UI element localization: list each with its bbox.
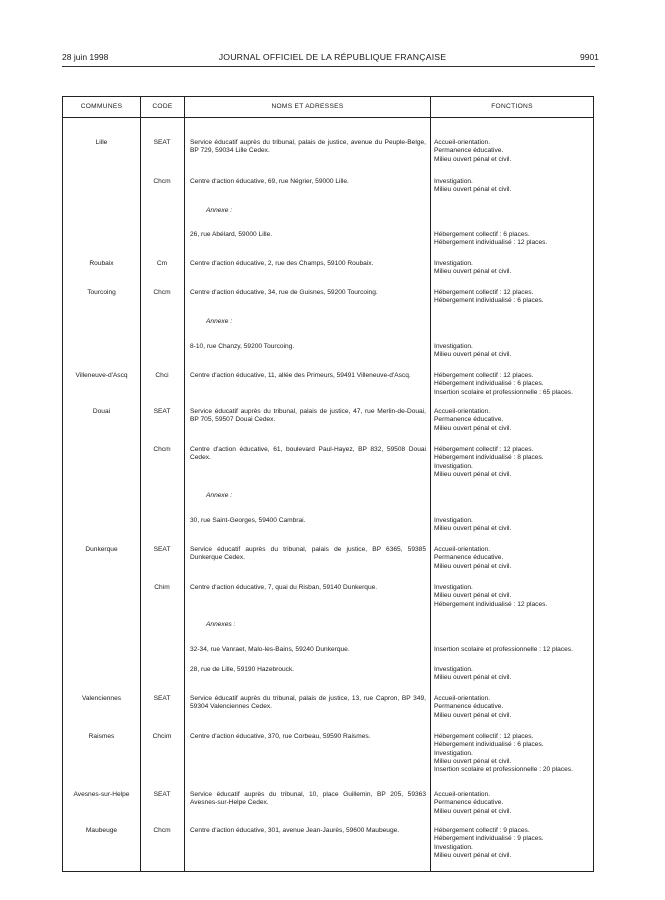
fonction-item: Investigation.: [434, 178, 473, 185]
code-cell: SEAT: [153, 791, 171, 798]
fonction-item: Hébergement collectif : 12 places.: [434, 289, 534, 296]
fonction-item: Investigation.: [434, 843, 473, 851]
page-number: 9901: [580, 52, 599, 62]
address-cell: Centre d'action éducative, 34, rue de Guisnes, 59200 Tourcoing.: [190, 289, 378, 296]
address-cell: Centre d'action éducative, 69, rue Négrier, 59000 Lille.: [190, 178, 349, 185]
code-cell: Chcm: [153, 446, 171, 453]
table-header: [63, 97, 593, 118]
column-header-communes: COMMUNES: [80, 103, 123, 110]
fonction-item: Milieu ouvert pénal et civil.: [434, 268, 512, 276]
fonction-item: Hébergement collectif : 12 places.: [434, 446, 534, 453]
commune-cell: Raismes: [88, 733, 115, 740]
fonction-item: Hébergement individualisé : 6 places.: [434, 741, 544, 749]
fonction-item: Hébergement collectif : 12 places.: [434, 372, 534, 379]
journal-title: JOURNAL OFFICIEL DE LA RÉPUBLIQUE FRANÇAISE: [218, 52, 447, 62]
fonctions-cell: [434, 178, 594, 195]
fonction-item: Investigation.: [434, 749, 473, 757]
fonction-item: Permanence éducative.: [434, 416, 504, 424]
commune-cell: Lille: [95, 139, 108, 146]
fonction-item: Milieu ouvert pénal et civil.: [434, 470, 512, 478]
address-cell: Centre d'action éducative, 2, rue des Champs, 59100 Roubaix.: [190, 260, 374, 267]
fonction-item: Hébergement individualisé : 12 places.: [434, 600, 548, 608]
annexe-label: Annexes :: [206, 621, 236, 628]
code-cell: SEAT: [153, 695, 171, 702]
fonction-item: Accueil-orientation.: [434, 408, 491, 415]
address-cell: Service éducatif auprès du tribunal, palais de justice, BP 6365, 59385 Dunkerque Cedex.: [190, 546, 426, 562]
fonction-item: Hébergement individualisé : 8 places.: [434, 454, 544, 462]
fonction-item: Investigation.: [434, 584, 473, 591]
fonction-item: Milieu ouvert pénal et civil.: [434, 562, 512, 570]
fonction-item: Hébergement individualisé : 6 places.: [434, 380, 544, 388]
address-cell: Centre d'action éducative, 61, boulevard Paul-Hayez, BP 832, 59508 Douai Cedex.: [190, 446, 426, 462]
annexe-label: Annexe :: [206, 207, 233, 214]
address-cell: 30, rue Saint-Georges, 59400 Cambrai.: [190, 517, 306, 524]
column-header-noms-adresses: NOMS ET ADRESSES: [271, 103, 344, 110]
fonctions-cell: [434, 408, 594, 433]
fonctions-cell: [434, 260, 594, 277]
code-cell: SEAT: [153, 408, 171, 415]
code-cell: SEAT: [153, 139, 171, 146]
commune-cell: Douai: [92, 408, 111, 415]
fonctions-cell: [434, 666, 594, 683]
fonction-item: Milieu ouvert pénal et civil.: [434, 757, 512, 765]
commune-cell: Dunkerque: [85, 546, 118, 553]
fonction-item: Accueil-orientation.: [434, 791, 491, 798]
fonctions-cell: [434, 646, 594, 654]
fonction-item: Permanence éducative.: [434, 147, 504, 155]
fonction-item: Hébergement individualisé : 6 places.: [434, 297, 544, 305]
fonction-item: Permanence éducative.: [434, 799, 504, 807]
code-cell: Chim: [154, 584, 170, 591]
fonction-item: Investigation.: [434, 462, 473, 470]
annexe-label: Annexe :: [206, 318, 233, 325]
address-cell: 28, rue de Lille, 59190 Hazebrouck.: [190, 666, 295, 673]
fonction-item: Investigation.: [434, 343, 473, 350]
commune-cell: Tourcoing: [87, 289, 116, 296]
code-cell: Chcm: [153, 178, 171, 185]
column-divider: [184, 97, 185, 871]
fonctions-cell: [434, 546, 594, 571]
fonction-item: Milieu ouvert pénal et civil.: [434, 525, 512, 533]
fonction-item: Hébergement individualisé : 9 places.: [434, 835, 544, 843]
fonctions-cell: [434, 733, 594, 774]
code-cell: Chcm: [153, 289, 171, 296]
header-rule: [62, 66, 595, 67]
commune-cell: Maubeuge: [85, 827, 118, 834]
fonction-item: Milieu ouvert pénal et civil.: [434, 186, 512, 194]
fonction-item: Hébergement individualisé : 12 places.: [434, 239, 548, 247]
address-cell: Service éducatif auprès du tribunal, palais de justice, 47, rue Merlin-de-Douai, BP 705, 59507 Douai Cedex.: [190, 408, 426, 424]
address-cell: 26, rue Abélard, 59000 Lille.: [190, 231, 273, 238]
address-cell: Centre d'action éducative, 370, rue Corbeau, 59590 Raismes.: [190, 733, 371, 740]
fonction-item: Hébergement collectif : 12 places.: [434, 733, 534, 740]
fonction-item: Accueil-orientation.: [434, 695, 491, 702]
code-cell: Chcim: [152, 733, 172, 740]
fonctions-cell: [434, 791, 594, 816]
address-cell: Service éducatif auprès du tribunal, palais de justice, avenue du Peuple-Belge, BP 729, 59034 Lille Cedex.: [190, 139, 426, 155]
fonction-item: Milieu ouvert pénal et civil.: [434, 711, 512, 719]
fonctions-cell: [434, 446, 594, 479]
fonctions-cell: [434, 695, 594, 720]
fonction-item: Milieu ouvert pénal et civil.: [434, 424, 512, 432]
code-cell: Chcm: [153, 827, 171, 834]
fonctions-cell: [434, 343, 594, 360]
fonction-item: Investigation.: [434, 666, 473, 673]
fonctions-cell: [434, 139, 594, 164]
fonction-item: Hébergement collectif : 9 places.: [434, 827, 530, 834]
address-cell: Centre d'action éducative, 11, allée des Primeurs, 59491 Villeneuve-d'Ascq.: [190, 372, 411, 379]
fonctions-cell: [434, 827, 594, 860]
header-date: 28 juin 1998: [62, 52, 109, 62]
fonction-item: Permanence éducative.: [434, 554, 504, 562]
fonction-item: Milieu ouvert pénal et civil.: [434, 155, 512, 163]
fonction-item: Hébergement collectif : 6 places.: [434, 231, 530, 238]
fonction-item: Investigation.: [434, 260, 473, 267]
annexe-label: Annexe :: [206, 492, 233, 499]
fonctions-cell: [434, 372, 594, 397]
commune-cell: Roubaix: [89, 260, 114, 267]
column-header-fonctions: FONCTIONS: [491, 103, 533, 110]
address-cell: Service éducatif auprès du tribunal, 10, place Guillemin, BP 205, 59363 Avesnes-sur-Helpe Cedex.: [190, 791, 426, 807]
fonction-item: Milieu ouvert pénal et civil.: [434, 592, 512, 600]
commune-cell: Valenciennes: [81, 695, 122, 702]
fonction-item: Insertion scolaire et professionnelle : 20 places.: [434, 766, 573, 774]
address-cell: Service éducatif auprès du tribunal, palais de justice, 13, rue Capron, BP 349, 59304 Valenciennes Cedex.: [190, 695, 426, 711]
fonction-item: Milieu ouvert pénal et civil.: [434, 851, 512, 859]
address-cell: Centre d'action éducative, 301, avenue Jean-Jaurès, 59600 Maubeuge.: [190, 827, 400, 834]
fonction-item: Accueil-orientation.: [434, 546, 491, 553]
fonctions-cell: [434, 231, 594, 248]
establishments-table: [62, 96, 594, 872]
fonctions-cell: [434, 517, 594, 534]
address-cell: Centre d'action éducative, 7, quai du Risban, 59140 Dunkerque.: [190, 584, 378, 591]
fonction-item: Insertion scolaire et professionnelle : 12 places.: [434, 646, 573, 653]
fonctions-cell: [434, 584, 594, 609]
commune-cell: Villeneuve-d'Ascq: [75, 372, 128, 379]
column-divider: [140, 97, 141, 871]
code-cell: Cm: [156, 260, 168, 267]
fonctions-cell: [434, 289, 594, 306]
fonction-item: Milieu ouvert pénal et civil.: [434, 674, 512, 682]
fonction-item: Accueil-orientation.: [434, 139, 491, 146]
fonction-item: Investigation.: [434, 517, 473, 524]
fonction-item: Milieu ouvert pénal et civil.: [434, 807, 512, 815]
code-cell: SEAT: [153, 546, 171, 553]
fonction-item: Insertion scolaire et professionnelle : 65 places.: [434, 388, 573, 396]
address-cell: 32-34, rue Vanraet, Malo-les-Bains, 59240 Dunkerque.: [190, 646, 350, 653]
fonction-item: Milieu ouvert pénal et civil.: [434, 351, 512, 359]
address-cell: 8-10, rue Chanzy, 59200 Tourcoing.: [190, 343, 295, 350]
commune-cell: Avesnes-sur-Helpe: [73, 791, 130, 798]
fonction-item: Permanence éducative.: [434, 703, 504, 711]
column-header-code: CODE: [152, 103, 173, 110]
code-cell: Chci: [155, 372, 169, 379]
